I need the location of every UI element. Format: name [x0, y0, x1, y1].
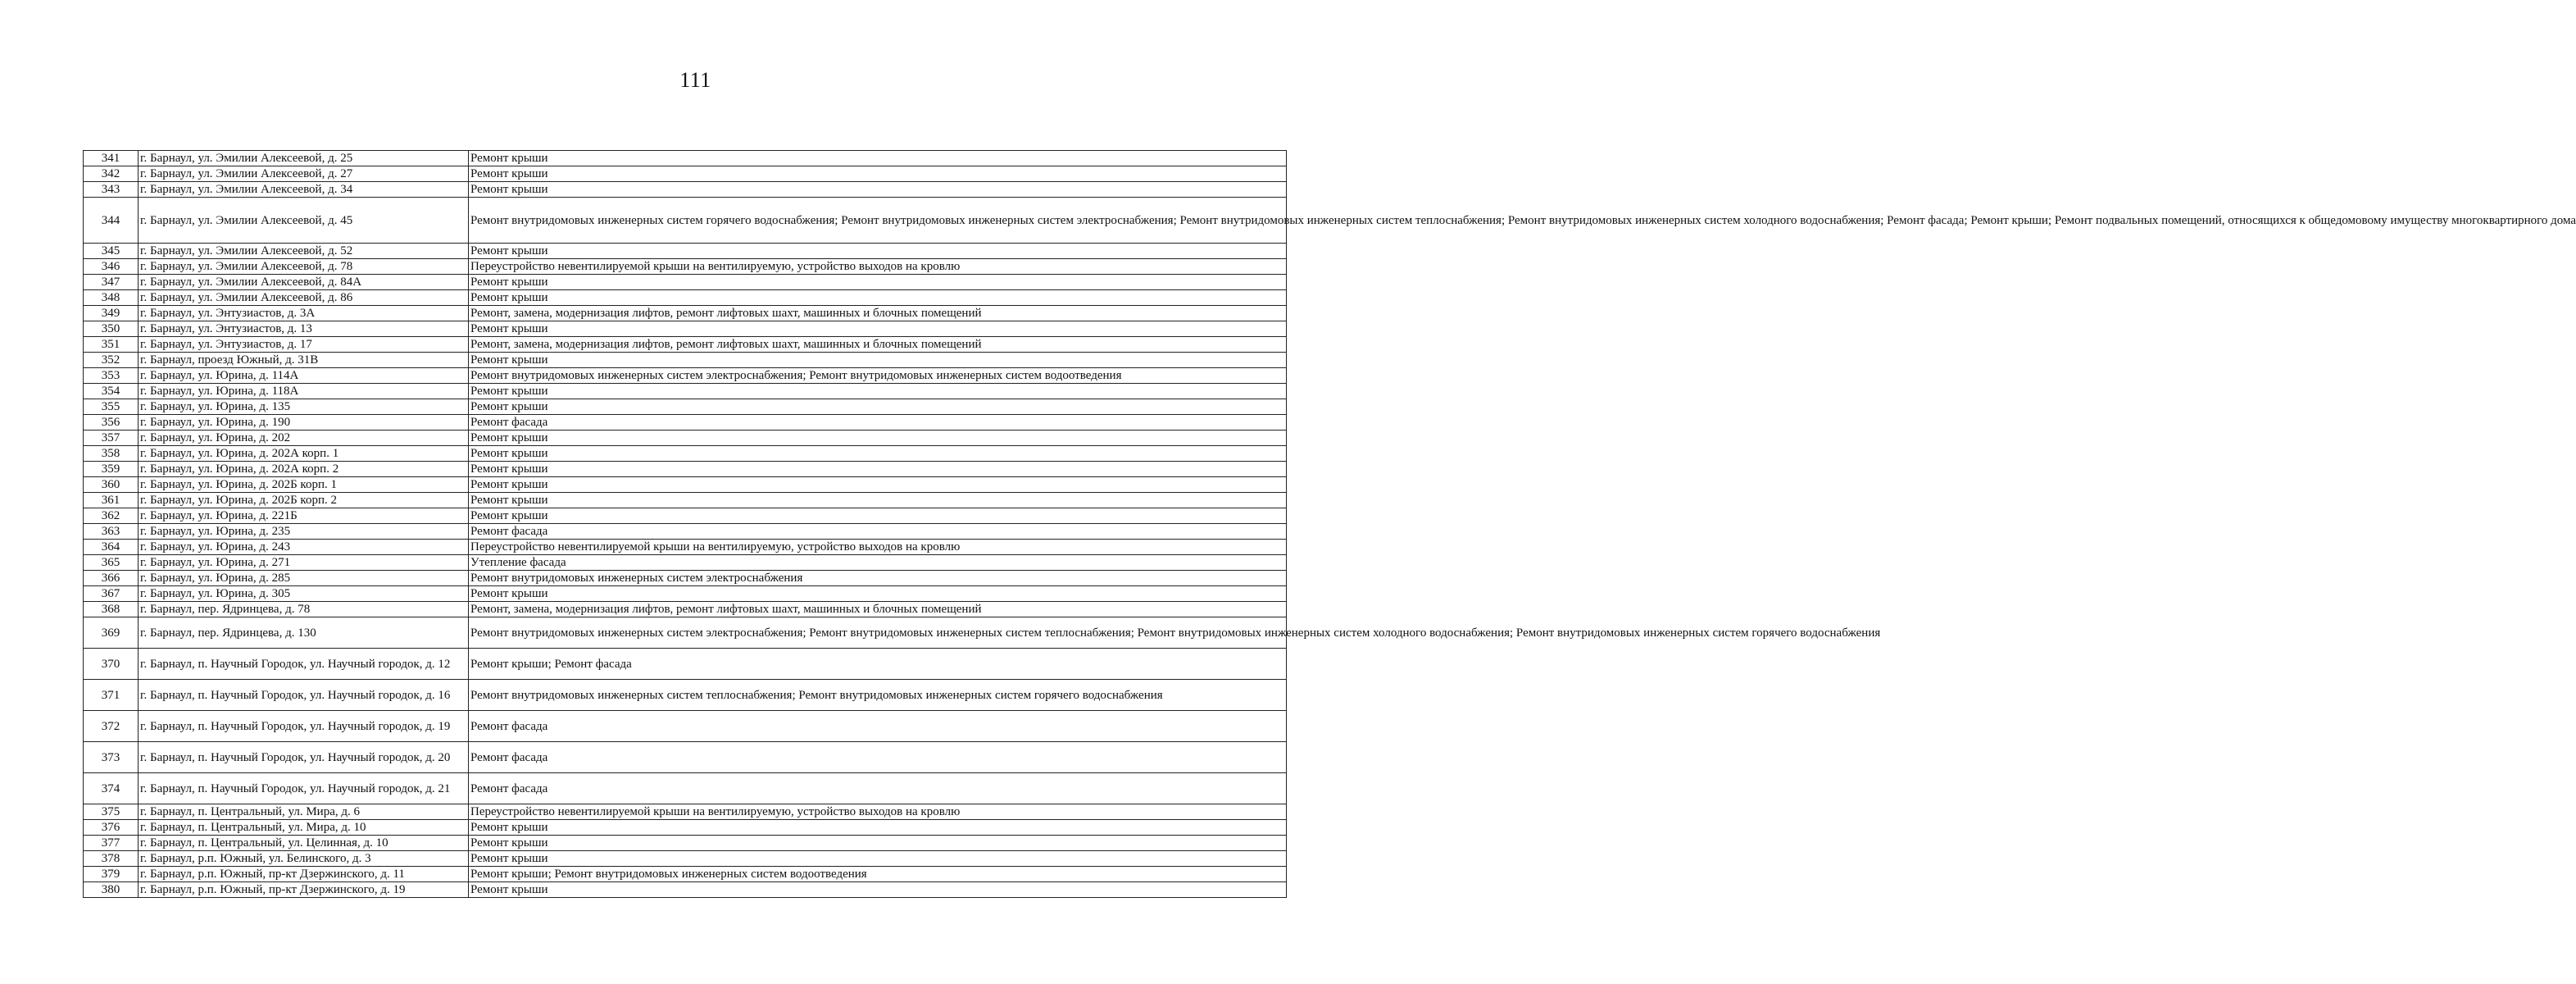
repair-works: Ремонт, замена, модернизация лифтов, ремонт лифтовых шахт, машинных и блочных помещений — [469, 306, 1287, 321]
building-address: г. Барнаул, ул. Юрина, д. 271 — [139, 555, 469, 571]
building-address: г. Барнаул, ул. Энтузиастов, д. 17 — [139, 337, 469, 353]
repair-works: Ремонт фасада — [469, 524, 1287, 540]
building-address: г. Барнаул, ул. Юрина, д. 114А — [139, 368, 469, 384]
repair-works: Ремонт крыши — [469, 182, 1287, 198]
repair-works: Ремонт крыши — [469, 586, 1287, 602]
page-number: 111 — [679, 68, 711, 92]
building-address: г. Барнаул, ул. Юрина, д. 235 — [139, 524, 469, 540]
repair-works: Ремонт крыши — [469, 275, 1287, 290]
row-number: 368 — [84, 602, 139, 617]
repair-works: Ремонт крыши — [469, 508, 1287, 524]
row-number: 365 — [84, 555, 139, 571]
row-number: 354 — [84, 384, 139, 399]
repair-works: Ремонт крыши — [469, 151, 1287, 166]
building-address: г. Барнаул, ул. Юрина, д. 285 — [139, 571, 469, 586]
table-row — [84, 555, 1287, 571]
building-address: г. Барнаул, ул. Эмилии Алексеевой, д. 34 — [139, 182, 469, 198]
repair-works: Ремонт крыши — [469, 820, 1287, 836]
row-number: 375 — [84, 804, 139, 820]
repair-works: Ремонт крыши — [469, 290, 1287, 306]
building-address: г. Барнаул, ул. Эмилии Алексеевой, д. 86 — [139, 290, 469, 306]
building-repair-table — [83, 150, 2576, 898]
table-row — [84, 275, 1287, 290]
table-row — [84, 430, 1287, 446]
table-row — [84, 586, 1287, 602]
repair-works: Переустройство невентилируемой крыши на вентилируемую, устройство выходов на кровлю — [469, 804, 1287, 820]
row-number: 346 — [84, 259, 139, 275]
repair-works: Ремонт крыши — [469, 166, 1287, 182]
row-number: 367 — [84, 586, 139, 602]
table-row — [84, 198, 1287, 244]
table-row — [84, 415, 1287, 430]
building-address: г. Барнаул, ул. Юрина, д. 202Б корп. 1 — [139, 477, 469, 493]
row-number: 348 — [84, 290, 139, 306]
row-number: 373 — [84, 742, 139, 773]
table-row — [84, 259, 1287, 275]
repair-works: Ремонт крыши; Ремонт внутридомовых инженерных систем водоотведения — [469, 867, 1287, 882]
row-number: 371 — [84, 680, 139, 711]
row-number: 359 — [84, 462, 139, 477]
table-row — [84, 851, 1287, 867]
table-row — [84, 540, 1287, 555]
building-address: г. Барнаул, ул. Юрина, д. 202А корп. 1 — [139, 446, 469, 462]
table-row — [84, 867, 1287, 882]
row-number: 341 — [84, 151, 139, 166]
table-row — [84, 399, 1287, 415]
building-address: г. Барнаул, п. Центральный, ул. Мира, д. 6 — [139, 804, 469, 820]
building-address: г. Барнаул, ул. Юрина, д. 243 — [139, 540, 469, 555]
building-address: г. Барнаул, ул. Эмилии Алексеевой, д. 45 — [139, 198, 469, 244]
table-row — [84, 524, 1287, 540]
building-address: г. Барнаул, п. Научный Городок, ул. Научный городок, д. 20 — [139, 742, 469, 773]
repair-works: Ремонт внутридомовых инженерных систем электроснабжения; Ремонт внутридомовых инженерных систем водоотведения — [469, 368, 1287, 384]
building-address: г. Барнаул, п. Научный Городок, ул. Научный городок, д. 21 — [139, 773, 469, 804]
table-row — [84, 477, 1287, 493]
table-row — [84, 462, 1287, 477]
row-number: 362 — [84, 508, 139, 524]
table-row — [84, 306, 1287, 321]
row-number: 364 — [84, 540, 139, 555]
repair-works: Ремонт крыши; Ремонт фасада — [469, 649, 1287, 680]
table-row — [84, 508, 1287, 524]
table-row — [84, 151, 1287, 166]
table-row — [84, 337, 1287, 353]
repair-works: Ремонт крыши — [469, 477, 1287, 493]
row-number: 378 — [84, 851, 139, 867]
table-row — [84, 742, 1287, 773]
building-address: г. Барнаул, ул. Эмилии Алексеевой, д. 84А — [139, 275, 469, 290]
building-address: г. Барнаул, пер. Ядринцева, д. 78 — [139, 602, 469, 617]
row-number: 343 — [84, 182, 139, 198]
repair-works: Ремонт крыши — [469, 321, 1287, 337]
row-number: 360 — [84, 477, 139, 493]
building-address: г. Барнаул, ул. Юрина, д. 118А — [139, 384, 469, 399]
building-address: г. Барнаул, п. Научный Городок, ул. Научный городок, д. 12 — [139, 649, 469, 680]
row-number: 347 — [84, 275, 139, 290]
repair-works: Ремонт внутридомовых инженерных систем горячего водоснабжения; Ремонт внутридомовых инженерных систем электроснабжения; Ремонт внутридомовых инженерных систем теплоснабжения; Ремонт внутридомовых инженерных систем холодного водоснабжения; Ремонт фасада; Ремонт крыши; Ремонт подвальных помещений, относящихся к общедомовому имуществу многоквартирного дома — [469, 198, 1287, 244]
building-address: г. Барнаул, ул. Энтузиастов, д. 3А — [139, 306, 469, 321]
building-address: г. Барнаул, ул. Юрина, д. 305 — [139, 586, 469, 602]
row-number: 350 — [84, 321, 139, 337]
repair-works: Ремонт крыши — [469, 851, 1287, 867]
table-row — [84, 617, 1287, 649]
repair-works: Ремонт внутридомовых инженерных систем электроснабжения — [469, 571, 1287, 586]
building-address: г. Барнаул, проезд Южный, д. 31В — [139, 353, 469, 368]
table-row — [84, 711, 1287, 742]
repair-works: Ремонт внутридомовых инженерных систем электроснабжения; Ремонт внутридомовых инженерных систем теплоснабжения; Ремонт внутридомовых инженерных систем холодного водоснабжения; Ремонт внутридомовых инженерных систем горячего водоснабжения — [469, 617, 1287, 649]
table-row — [84, 680, 1287, 711]
repair-works: Переустройство невентилируемой крыши на вентилируемую, устройство выходов на кровлю — [469, 540, 1287, 555]
row-number: 379 — [84, 867, 139, 882]
repair-works: Ремонт крыши — [469, 836, 1287, 851]
row-number: 363 — [84, 524, 139, 540]
building-address: г. Барнаул, ул. Эмилии Алексеевой, д. 78 — [139, 259, 469, 275]
repair-works: Ремонт фасада — [469, 711, 1287, 742]
repair-works: Ремонт внутридомовых инженерных систем теплоснабжения; Ремонт внутридомовых инженерных систем горячего водоснабжения — [469, 680, 1287, 711]
building-address: г. Барнаул, пер. Ядринцева, д. 130 — [139, 617, 469, 649]
building-address: г. Барнаул, п. Центральный, ул. Целинная, д. 10 — [139, 836, 469, 851]
building-address: г. Барнаул, ул. Юрина, д. 202 — [139, 430, 469, 446]
table-row — [84, 321, 1287, 337]
row-number: 369 — [84, 617, 139, 649]
building-address: г. Барнаул, ул. Юрина, д. 202Б корп. 2 — [139, 493, 469, 508]
row-number: 380 — [84, 882, 139, 898]
row-number: 342 — [84, 166, 139, 182]
row-number: 372 — [84, 711, 139, 742]
building-address: г. Барнаул, п. Научный Городок, ул. Научный городок, д. 19 — [139, 711, 469, 742]
repair-works: Ремонт крыши — [469, 430, 1287, 446]
building-address: г. Барнаул, р.п. Южный, пр-кт Дзержинского, д. 19 — [139, 882, 469, 898]
table-row — [84, 166, 1287, 182]
building-address: г. Барнаул, ул. Эмилии Алексеевой, д. 52 — [139, 244, 469, 259]
table-row — [84, 773, 1287, 804]
building-address: г. Барнаул, ул. Юрина, д. 135 — [139, 399, 469, 415]
table-row — [84, 290, 1287, 306]
building-address: г. Барнаул, р.п. Южный, пр-кт Дзержинского, д. 11 — [139, 867, 469, 882]
row-number: 361 — [84, 493, 139, 508]
repair-works: Ремонт крыши — [469, 462, 1287, 477]
table-row — [84, 649, 1287, 680]
table-row — [84, 836, 1287, 851]
table-row — [84, 493, 1287, 508]
row-number: 345 — [84, 244, 139, 259]
building-address: г. Барнаул, ул. Юрина, д. 202А корп. 2 — [139, 462, 469, 477]
repair-works: Ремонт крыши — [469, 353, 1287, 368]
building-address: г. Барнаул, р.п. Южный, ул. Белинского, д. 3 — [139, 851, 469, 867]
table-row — [84, 804, 1287, 820]
row-number: 349 — [84, 306, 139, 321]
table-body — [84, 151, 2576, 898]
row-number: 344 — [84, 198, 139, 244]
row-number: 374 — [84, 773, 139, 804]
table-row — [84, 244, 1287, 259]
repair-works: Ремонт крыши — [469, 244, 1287, 259]
building-address: г. Барнаул, ул. Энтузиастов, д. 13 — [139, 321, 469, 337]
table-row — [84, 353, 1287, 368]
repair-works: Ремонт, замена, модернизация лифтов, ремонт лифтовых шахт, машинных и блочных помещений — [469, 337, 1287, 353]
row-number: 355 — [84, 399, 139, 415]
row-number: 357 — [84, 430, 139, 446]
repair-works: Ремонт крыши — [469, 493, 1287, 508]
repair-works: Ремонт крыши — [469, 882, 1287, 898]
table-row — [84, 571, 1287, 586]
table-row — [84, 182, 1287, 198]
row-number: 370 — [84, 649, 139, 680]
repair-works: Ремонт фасада — [469, 742, 1287, 773]
row-number: 352 — [84, 353, 139, 368]
table-row — [84, 384, 1287, 399]
table-row — [84, 446, 1287, 462]
building-address: г. Барнаул, п. Центральный, ул. Мира, д. 10 — [139, 820, 469, 836]
table-row — [84, 368, 1287, 384]
row-number: 376 — [84, 820, 139, 836]
row-number: 358 — [84, 446, 139, 462]
repair-works: Ремонт фасада — [469, 773, 1287, 804]
table-row — [84, 882, 1287, 898]
repair-works: Ремонт крыши — [469, 446, 1287, 462]
repair-works: Ремонт, замена, модернизация лифтов, ремонт лифтовых шахт, машинных и блочных помещений — [469, 602, 1287, 617]
building-address: г. Барнаул, ул. Эмилии Алексеевой, д. 27 — [139, 166, 469, 182]
repair-works: Ремонт крыши — [469, 384, 1287, 399]
row-number: 377 — [84, 836, 139, 851]
row-number: 351 — [84, 337, 139, 353]
row-number: 353 — [84, 368, 139, 384]
table-row — [84, 602, 1287, 617]
repair-works: Переустройство невентилируемой крыши на вентилируемую, устройство выходов на кровлю — [469, 259, 1287, 275]
repair-works: Ремонт крыши — [469, 399, 1287, 415]
building-address: г. Барнаул, ул. Юрина, д. 221Б — [139, 508, 469, 524]
row-number: 356 — [84, 415, 139, 430]
row-number: 366 — [84, 571, 139, 586]
building-address: г. Барнаул, ул. Юрина, д. 190 — [139, 415, 469, 430]
repair-works: Ремонт фасада — [469, 415, 1287, 430]
building-address: г. Барнаул, п. Научный Городок, ул. Научный городок, д. 16 — [139, 680, 469, 711]
table-row — [84, 820, 1287, 836]
repair-works: Утепление фасада — [469, 555, 1287, 571]
building-address: г. Барнаул, ул. Эмилии Алексеевой, д. 25 — [139, 151, 469, 166]
